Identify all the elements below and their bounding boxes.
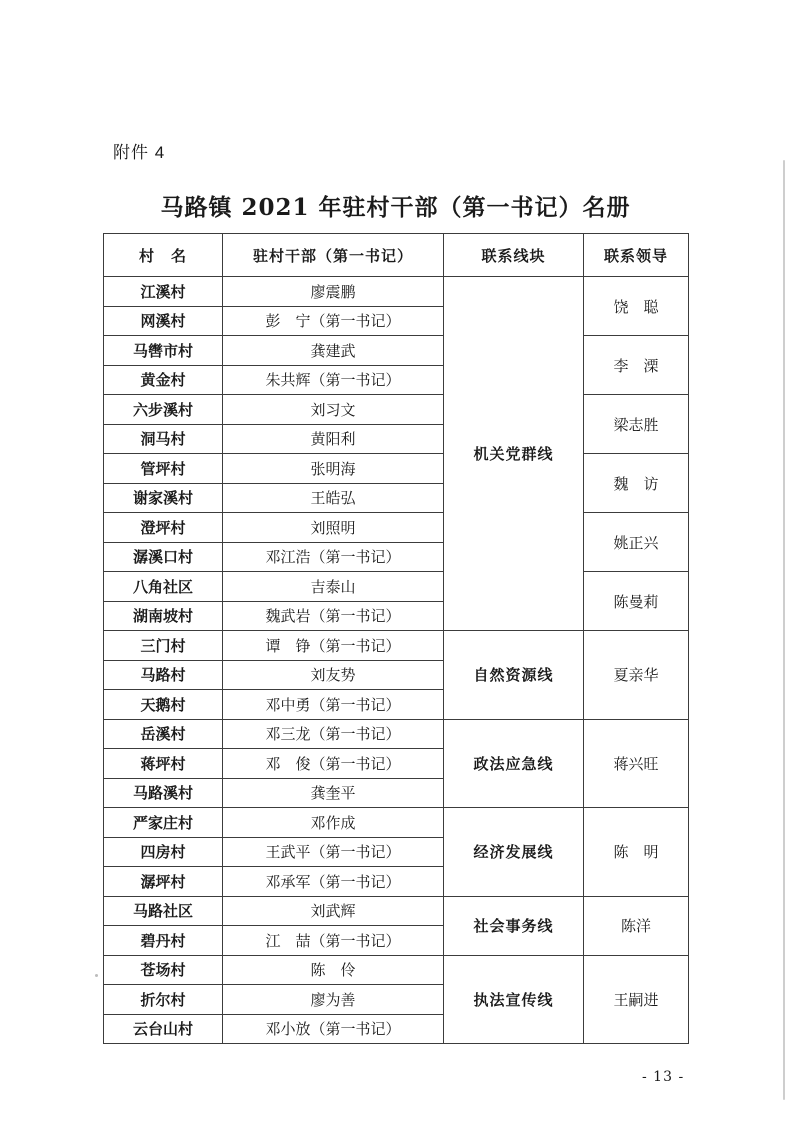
village-cell: 苍场村 xyxy=(104,955,223,985)
cadre-cell: 龚奎平 xyxy=(223,778,444,808)
table-header xyxy=(104,234,689,277)
village-cell: 马路村 xyxy=(104,660,223,690)
village-cell: 八角社区 xyxy=(104,572,223,602)
column-header-3: 联系领导 xyxy=(584,234,689,277)
column-header-1: 驻村干部（第一书记） xyxy=(223,234,444,277)
cadre-cell: 邓承军（第一书记） xyxy=(223,867,444,897)
page-title: 马路镇 2021 年驻村干部（第一书记）名册 xyxy=(160,194,631,221)
cadre-cell: 王武平（第一书记） xyxy=(223,837,444,867)
cadre-cell: 邓作成 xyxy=(223,808,444,838)
table-body xyxy=(104,277,689,1044)
leader-cell: 夏亲华 xyxy=(584,631,689,720)
cadre-cell: 江 喆（第一书记） xyxy=(223,926,444,956)
line-block-cell: 社会事务线 xyxy=(444,896,584,955)
village-cell: 马路溪村 xyxy=(104,778,223,808)
village-cell: 蒋坪村 xyxy=(104,749,223,779)
cadre-cell: 陈 伶 xyxy=(223,955,444,985)
column-header-0: 村 名 xyxy=(104,234,223,277)
cadre-cell: 廖为善 xyxy=(223,985,444,1015)
village-cell: 潺溪口村 xyxy=(104,542,223,572)
leader-cell: 梁志胜 xyxy=(584,395,689,454)
village-cell: 江溪村 xyxy=(104,277,223,307)
table-row xyxy=(104,896,689,926)
village-cell: 四房村 xyxy=(104,837,223,867)
column-header-2: 联系线块 xyxy=(444,234,584,277)
village-cell: 云台山村 xyxy=(104,1014,223,1044)
leader-cell: 陈曼莉 xyxy=(584,572,689,631)
table-row xyxy=(104,277,689,307)
village-cell: 严家庄村 xyxy=(104,808,223,838)
village-cell: 马辔市村 xyxy=(104,336,223,366)
attachment-label: 附件 4 xyxy=(113,143,166,162)
village-cell: 潺坪村 xyxy=(104,867,223,897)
village-cell: 网溪村 xyxy=(104,306,223,336)
line-block-cell: 经济发展线 xyxy=(444,808,584,897)
cadre-cell: 朱共辉（第一书记） xyxy=(223,365,444,395)
table-row xyxy=(104,955,689,985)
leader-cell: 蒋兴旺 xyxy=(584,719,689,808)
leader-cell: 陈洋 xyxy=(584,896,689,955)
cadre-cell: 刘照明 xyxy=(223,513,444,543)
cadre-cell: 彭 宁（第一书记） xyxy=(223,306,444,336)
cadre-cell: 邓 俊（第一书记） xyxy=(223,749,444,779)
village-cell: 天鹅村 xyxy=(104,690,223,720)
cadre-cell: 刘习文 xyxy=(223,395,444,425)
cadre-cell: 龚建武 xyxy=(223,336,444,366)
table-row xyxy=(104,513,689,543)
village-cell: 管坪村 xyxy=(104,454,223,484)
cadre-cell: 魏武岩（第一书记） xyxy=(223,601,444,631)
leader-cell: 王嗣进 xyxy=(584,955,689,1044)
cadre-cell: 黄阳利 xyxy=(223,424,444,454)
cadre-cell: 邓三龙（第一书记） xyxy=(223,719,444,749)
cadre-cell: 刘武辉 xyxy=(223,896,444,926)
leader-cell: 姚正兴 xyxy=(584,513,689,572)
line-block-cell: 自然资源线 xyxy=(444,631,584,720)
cadre-cell: 邓江浩（第一书记） xyxy=(223,542,444,572)
page-number: - 13 - xyxy=(642,1069,685,1085)
table-row xyxy=(104,454,689,484)
cadre-cell: 吉泰山 xyxy=(223,572,444,602)
cadre-cell: 邓中勇（第一书记） xyxy=(223,690,444,720)
scan-artifact-line xyxy=(783,160,785,1100)
village-cell: 六步溪村 xyxy=(104,395,223,425)
village-cell: 湖南坡村 xyxy=(104,601,223,631)
cadre-cell: 刘友势 xyxy=(223,660,444,690)
leader-cell: 陈 明 xyxy=(584,808,689,897)
leader-cell: 饶 聪 xyxy=(584,277,689,336)
village-cell: 折尔村 xyxy=(104,985,223,1015)
line-block-cell: 执法宣传线 xyxy=(444,955,584,1044)
table-row xyxy=(104,719,689,749)
village-cell: 马路社区 xyxy=(104,896,223,926)
table-row xyxy=(104,631,689,661)
cadre-cell: 王皓弘 xyxy=(223,483,444,513)
village-cell: 三门村 xyxy=(104,631,223,661)
scan-artifact-speck xyxy=(95,974,98,977)
cadre-cell: 张明海 xyxy=(223,454,444,484)
table-row xyxy=(104,395,689,425)
roster-table xyxy=(103,233,689,1044)
line-block-cell: 机关党群线 xyxy=(444,277,584,631)
table-row xyxy=(104,336,689,366)
village-cell: 澄坪村 xyxy=(104,513,223,543)
table-row xyxy=(104,808,689,838)
village-cell: 谢家溪村 xyxy=(104,483,223,513)
village-cell: 碧丹村 xyxy=(104,926,223,956)
table-row xyxy=(104,572,689,602)
village-cell: 岳溪村 xyxy=(104,719,223,749)
village-cell: 洞马村 xyxy=(104,424,223,454)
cadre-cell: 邓小放（第一书记） xyxy=(223,1014,444,1044)
cadre-cell: 廖震鹏 xyxy=(223,277,444,307)
leader-cell: 魏 访 xyxy=(584,454,689,513)
leader-cell: 李 溧 xyxy=(584,336,689,395)
line-block-cell: 政法应急线 xyxy=(444,719,584,808)
header-row xyxy=(104,234,689,277)
village-cell: 黄金村 xyxy=(104,365,223,395)
cadre-cell: 谭 铮（第一书记） xyxy=(223,631,444,661)
